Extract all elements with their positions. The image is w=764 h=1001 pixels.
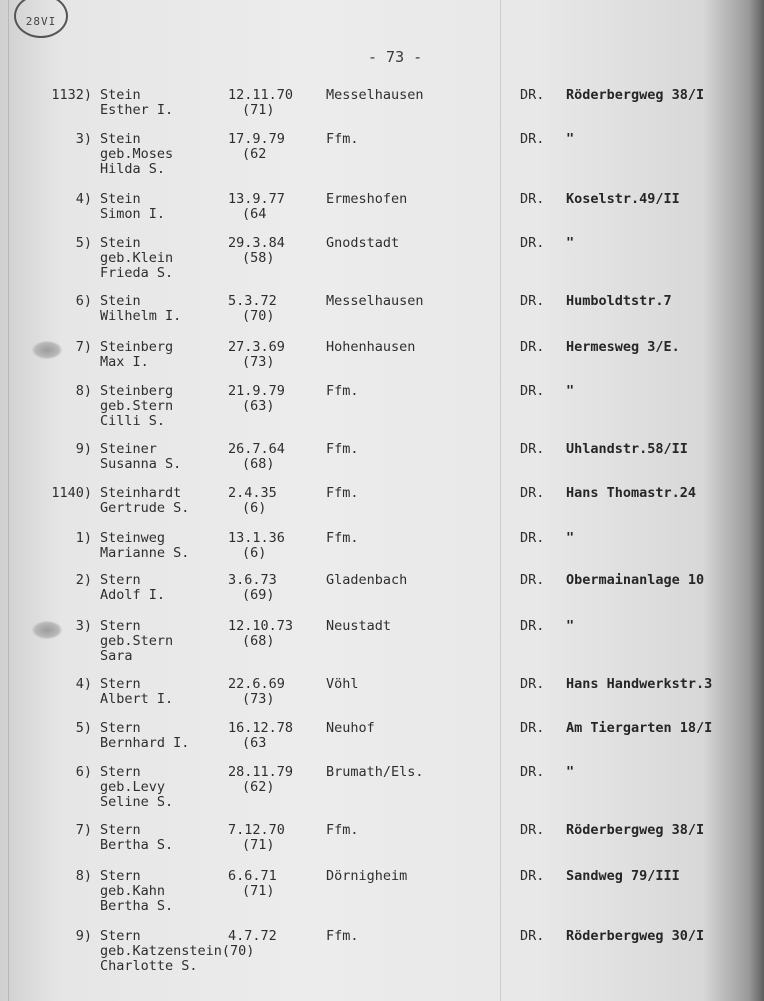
age: (71) xyxy=(242,837,275,853)
birth-date: 4.7.72 xyxy=(228,928,277,944)
entry-number: 6) xyxy=(75,293,92,309)
surname: Steinberg xyxy=(100,383,174,399)
archive-stamp: 28VI xyxy=(14,0,68,38)
entry-number: 1132) xyxy=(51,87,92,103)
page-number: - 73 - xyxy=(368,48,423,66)
given-name-line: Hilda S. xyxy=(100,161,166,177)
given-name-line: geb.Kahn xyxy=(100,883,166,899)
birth-date: 21.9.79 xyxy=(228,383,285,399)
birth-date: 16.12.78 xyxy=(228,720,294,736)
given-name-line: geb.Stern xyxy=(100,398,174,414)
address: " xyxy=(566,235,575,251)
status-code: DR. xyxy=(520,87,545,103)
age: (73) xyxy=(242,691,275,707)
status-code: DR. xyxy=(520,441,545,457)
status-code: DR. xyxy=(520,618,545,634)
birthplace: Gnodstadt xyxy=(326,235,400,251)
birthplace: Neustadt xyxy=(326,618,392,634)
given-name-line: Frieda S. xyxy=(100,265,174,281)
surname: Stern xyxy=(100,928,141,944)
address: " xyxy=(566,131,575,147)
birth-date: 13.9.77 xyxy=(228,191,285,207)
surname: Steinberg xyxy=(100,339,174,355)
address: Obermainanlage 10 xyxy=(566,572,705,588)
given-name-line: Adolf I. xyxy=(100,587,166,603)
surname: Steinhardt xyxy=(100,485,182,501)
status-code: DR. xyxy=(520,720,545,736)
surname: Stern xyxy=(100,720,141,736)
birthplace: Ffm. xyxy=(326,485,359,501)
age: (70) xyxy=(242,308,275,324)
birth-date: 29.3.84 xyxy=(228,235,285,251)
given-name-line: Susanna S. xyxy=(100,456,182,472)
address: Röderbergweg 38/I xyxy=(566,822,705,838)
status-code: DR. xyxy=(520,572,545,588)
age: (69) xyxy=(242,587,275,603)
surname: Stein xyxy=(100,87,141,103)
birth-date: 27.3.69 xyxy=(228,339,285,355)
address: Röderbergweg 30/I xyxy=(566,928,705,944)
entry-number: 5) xyxy=(75,720,92,736)
status-code: DR. xyxy=(520,764,545,780)
status-code: DR. xyxy=(520,383,545,399)
entry-number: 2) xyxy=(75,572,92,588)
birth-date: 22.6.69 xyxy=(228,676,285,692)
birth-date: 12.11.70 xyxy=(228,87,294,103)
punch-hole xyxy=(32,341,62,359)
entry-number: 4) xyxy=(75,676,92,692)
entry-number: 5) xyxy=(75,235,92,251)
status-code: DR. xyxy=(520,530,545,546)
age: (63 xyxy=(242,735,267,751)
birth-date: 13.1.36 xyxy=(228,530,285,546)
given-name-line: Simon I. xyxy=(100,206,166,222)
address: Sandweg 79/III xyxy=(566,868,680,884)
entry-number: 3) xyxy=(75,618,92,634)
status-code: DR. xyxy=(520,676,545,692)
address: Hans Handwerkstr.3 xyxy=(566,676,713,692)
birthplace: Dörnigheim xyxy=(326,868,408,884)
given-name-line: Albert I. xyxy=(100,691,174,707)
birthplace: Ffm. xyxy=(326,131,359,147)
entry-number: 1) xyxy=(75,530,92,546)
entry-number: 6) xyxy=(75,764,92,780)
given-name-line: geb.Stern xyxy=(100,633,174,649)
status-code: DR. xyxy=(520,191,545,207)
given-name-line: Marianne S. xyxy=(100,545,190,561)
address: " xyxy=(566,383,575,399)
page-fold-line xyxy=(500,0,501,1001)
entry-number: 7) xyxy=(75,822,92,838)
entry-number: 4) xyxy=(75,191,92,207)
given-name-line: geb.Levy xyxy=(100,779,166,795)
surname: Stern xyxy=(100,618,141,634)
entry-number: 8) xyxy=(75,868,92,884)
birthplace: Neuhof xyxy=(326,720,375,736)
birth-date: 2.4.35 xyxy=(228,485,277,501)
birthplace: Vöhl xyxy=(326,676,359,692)
status-code: DR. xyxy=(520,131,545,147)
entry-number: 8) xyxy=(75,383,92,399)
address: Humboldtstr.7 xyxy=(566,293,672,309)
punch-hole xyxy=(32,621,62,639)
status-code: DR. xyxy=(520,235,545,251)
given-name-line: Sara xyxy=(100,648,133,664)
given-name-line: Cilli S. xyxy=(100,413,166,429)
birth-date: 6.6.71 xyxy=(228,868,277,884)
birthplace: Ffm. xyxy=(326,383,359,399)
birth-date: 28.11.79 xyxy=(228,764,294,780)
birthplace: Ermeshofen xyxy=(326,191,408,207)
birth-date: 12.10.73 xyxy=(228,618,294,634)
address: " xyxy=(566,618,575,634)
surname: Stern xyxy=(100,764,141,780)
birthplace: Messelhausen xyxy=(326,87,424,103)
birthplace: Hohenhausen xyxy=(326,339,416,355)
address: Hermesweg 3/E. xyxy=(566,339,680,355)
page-fold-line xyxy=(8,0,9,1001)
given-name-line: Gertrude S. xyxy=(100,500,190,516)
age: (68) xyxy=(242,633,275,649)
birthplace: Gladenbach xyxy=(326,572,408,588)
birth-date: 7.12.70 xyxy=(228,822,285,838)
birth-date: 3.6.73 xyxy=(228,572,277,588)
entry-number: 1140) xyxy=(51,485,92,501)
entry-number: 7) xyxy=(75,339,92,355)
status-code: DR. xyxy=(520,339,545,355)
surname: Stern xyxy=(100,868,141,884)
address: Am Tiergarten 18/I xyxy=(566,720,713,736)
surname: Stein xyxy=(100,191,141,207)
given-name-line: geb.Katzenstein(70) xyxy=(100,943,255,959)
birthplace: Ffm. xyxy=(326,822,359,838)
surname: Stein xyxy=(100,293,141,309)
given-name-line: Max I. xyxy=(100,354,149,370)
birth-date: 26.7.64 xyxy=(228,441,285,457)
entry-number: 9) xyxy=(75,928,92,944)
address: Röderbergweg 38/I xyxy=(566,87,705,103)
status-code: DR. xyxy=(520,928,545,944)
given-name-line: Bertha S. xyxy=(100,898,174,914)
given-name-line: Bernhard I. xyxy=(100,735,190,751)
age: (6) xyxy=(242,545,267,561)
birthplace: Ffm. xyxy=(326,530,359,546)
age: (64 xyxy=(242,206,267,222)
entry-number: 9) xyxy=(75,441,92,457)
age: (58) xyxy=(242,250,275,266)
age: (71) xyxy=(242,883,275,899)
surname: Stern xyxy=(100,572,141,588)
surname: Steinweg xyxy=(100,530,166,546)
address: " xyxy=(566,530,575,546)
surname: Stein xyxy=(100,131,141,147)
address: Uhlandstr.58/II xyxy=(566,441,688,457)
birthplace: Brumath/Els. xyxy=(326,764,424,780)
given-name-line: Bertha S. xyxy=(100,837,174,853)
status-code: DR. xyxy=(520,868,545,884)
surname: Stein xyxy=(100,235,141,251)
age: (6) xyxy=(242,500,267,516)
birth-date: 5.3.72 xyxy=(228,293,277,309)
address: " xyxy=(566,764,575,780)
status-code: DR. xyxy=(520,485,545,501)
birthplace: Ffm. xyxy=(326,441,359,457)
given-name-line: Esther I. xyxy=(100,102,174,118)
birthplace: Ffm. xyxy=(326,928,359,944)
address: Hans Thomastr.24 xyxy=(566,485,697,501)
given-name-line: geb.Moses xyxy=(100,146,174,162)
address: Koselstr.49/II xyxy=(566,191,680,207)
surname: Stern xyxy=(100,822,141,838)
entry-number: 3) xyxy=(75,131,92,147)
age: (63) xyxy=(242,398,275,414)
given-name-line: Wilhelm I. xyxy=(100,308,182,324)
status-code: DR. xyxy=(520,293,545,309)
age: (62 xyxy=(242,146,267,162)
surname: Steiner xyxy=(100,441,157,457)
given-name-line: Charlotte S. xyxy=(100,958,198,974)
surname: Stern xyxy=(100,676,141,692)
given-name-line: geb.Klein xyxy=(100,250,174,266)
age: (68) xyxy=(242,456,275,472)
age: (62) xyxy=(242,779,275,795)
age: (71) xyxy=(242,102,275,118)
birthplace: Messelhausen xyxy=(326,293,424,309)
given-name-line: Seline S. xyxy=(100,794,174,810)
age: (73) xyxy=(242,354,275,370)
status-code: DR. xyxy=(520,822,545,838)
birth-date: 17.9.79 xyxy=(228,131,285,147)
